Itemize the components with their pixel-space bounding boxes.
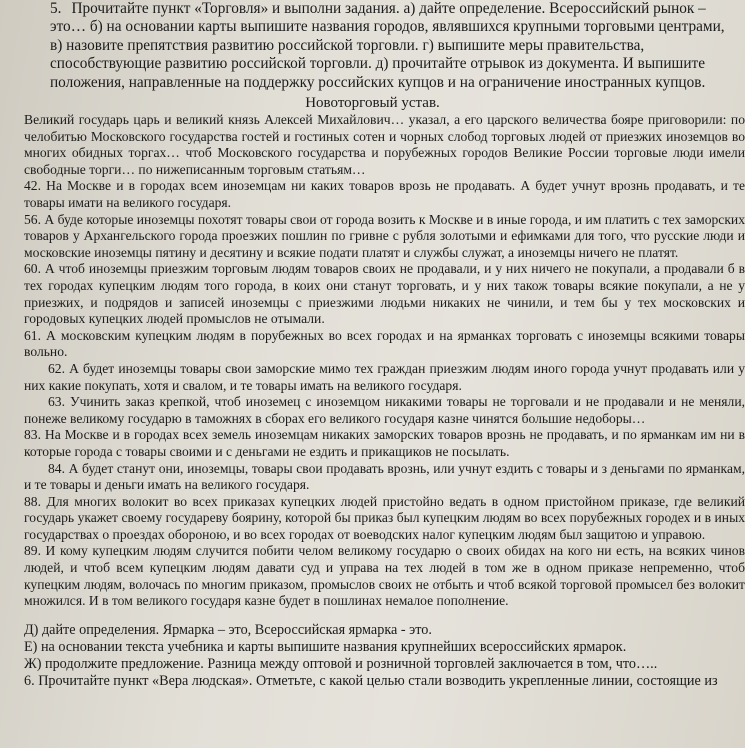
- question-d: Д) дайте определения. Ярмарка – это, Всероссийская ярмарка - это.: [24, 621, 432, 638]
- task-6: 6. Прочитайте пункт «Вера людская». Отметьте, с какой целью стали возводить укрепленные линии, состоящие из: [24, 672, 718, 689]
- question-e: Е) на основании текста учебника и карты выпишите названия крупнейших всероссийских ярмарок.: [24, 638, 627, 655]
- article-84: 84. А будет станут они, иноземцы, товары свои продавать врознь, или учнут ездить с товары и з деньгами по ярманкам, и те товары и деньги имать на великого государя.: [24, 460, 745, 493]
- article-61: 61. А московским купецким людям в порубежных во всех городах и на ярманках торговать с иноземцы всякими товары вольно.: [24, 327, 745, 360]
- article-63: 63. Учинить заказ крепкой, чтоб иноземец с иноземцом никакими товары не торговали и не продавали и не меняли, понеже великому государю в таможнях в сборах его великого государя казне чинятся большие недоборы…: [24, 394, 745, 426]
- document-preamble: Великий государь царь и великий князь Алексей Михайлович… указал, а его царского величества бояре приговорили: по челобитью Московского государства гостей и гостиных сотен и чорных слобод торговых людей от приезжих иноземцов во многих обидных торгах… чтоб Московского государства и порубежных городов Великие России торговые люди имели свободные торги… по нижеписанным торговым статьям…: [24, 112, 745, 177]
- article-62: 62. А будет иноземцы товары свои заморские мимо тех граждан приезжим людям иного города учнут продавать или у них какие покупать, хотя и свалом, и те товары имать на великого государя.: [24, 360, 745, 393]
- article-89: 89. И кому купецким людям случится побити челом великому государю о своих обидах на кого ни есть, на всяких чинов людей, и чтоб всем купецким людям давати суд и управа на тех людей в том же в одном приказе непременно, чтоб купецким людям, волочась по многим приказом, промыслов своих не отбыть и чтоб всякой торговой промысел без волокит множился. И в том великого государя казне будет в пошлинах немалое пополнение.: [24, 543, 745, 609]
- document-body: [0, 112, 745, 610]
- questions-block: [0, 622, 745, 690]
- task-5: [0, 0, 745, 92]
- task-text: Прочитайте пункт «Торговля» и выполни задания. а) дайте определение. Всероссийский рынок – это… б) на основании карты выпишите названия городов, являвшихся крупными торговыми центрами, в) назовите препятствия развитию российской торговли. г) выпишите меры правительства, способствующие развитию российской торговли. д) прочитайте отрывок из документа. И выпишите положения, направленные на поддержку российских купцов и на ограничение иностранных купцов.: [50, 0, 725, 91]
- task-number: 5.: [50, 0, 62, 17]
- article-42: 42. На Москве и в городах всем иноземцам ни каких товаров врозь не продавать. А будет учнут врознь продавать, и те товары имати на великого государя.: [24, 178, 745, 210]
- article-83: 83. На Москве и в городах всех земель иноземцам никаких заморских товаров врознь не продавать, и по ярманкам им ни в которые города с товары своими и с деньгами не ездить и прикащиков не посылать.: [24, 427, 745, 459]
- article-88: 88. Для многих волокит во всех приказах купецких людей пристойно ведать в одном пристойном приказе, где великий государь укажет своему государеву боярину, которой бы приказ был купецким людям во всех порубежных городех и в иных государствах о проездах обороною, и во всех городах от воеводских налог купецким людям был защитою и управою.: [24, 493, 745, 542]
- question-zh: Ж) продолжите предложение. Разница между оптовой и розничной торговлей заключается в том, что…..: [24, 655, 658, 672]
- document-title: Новоторговый устав.: [305, 95, 440, 112]
- article-56: 56. А буде которые иноземцы похотят товары свои от города возить к Москве и в иные города, и им платить с тех заморских товаров у Архангельского города проезжих пошлин по гривне с рубля золотыми и ефимками для того, что русские люди и московские иноземцы пятину и десятину и всякие подати платят и службы служат, а иноземцы ничего не платят.: [24, 211, 745, 260]
- article-60: 60. А чтоб иноземцы приезжим торговым людям товаров своих не продавали, и у них ничего не покупали, а продавали б в тех городах купецким людям того города, в коих они станут торговать, и у них також товары всякие покупали, а не у приезжих, и подрядов и записей иноземцы с приезжими людьми никаких не чинили, и тем бы у тех московских и городовых купецких людей промыслов не отымали.: [24, 261, 745, 327]
